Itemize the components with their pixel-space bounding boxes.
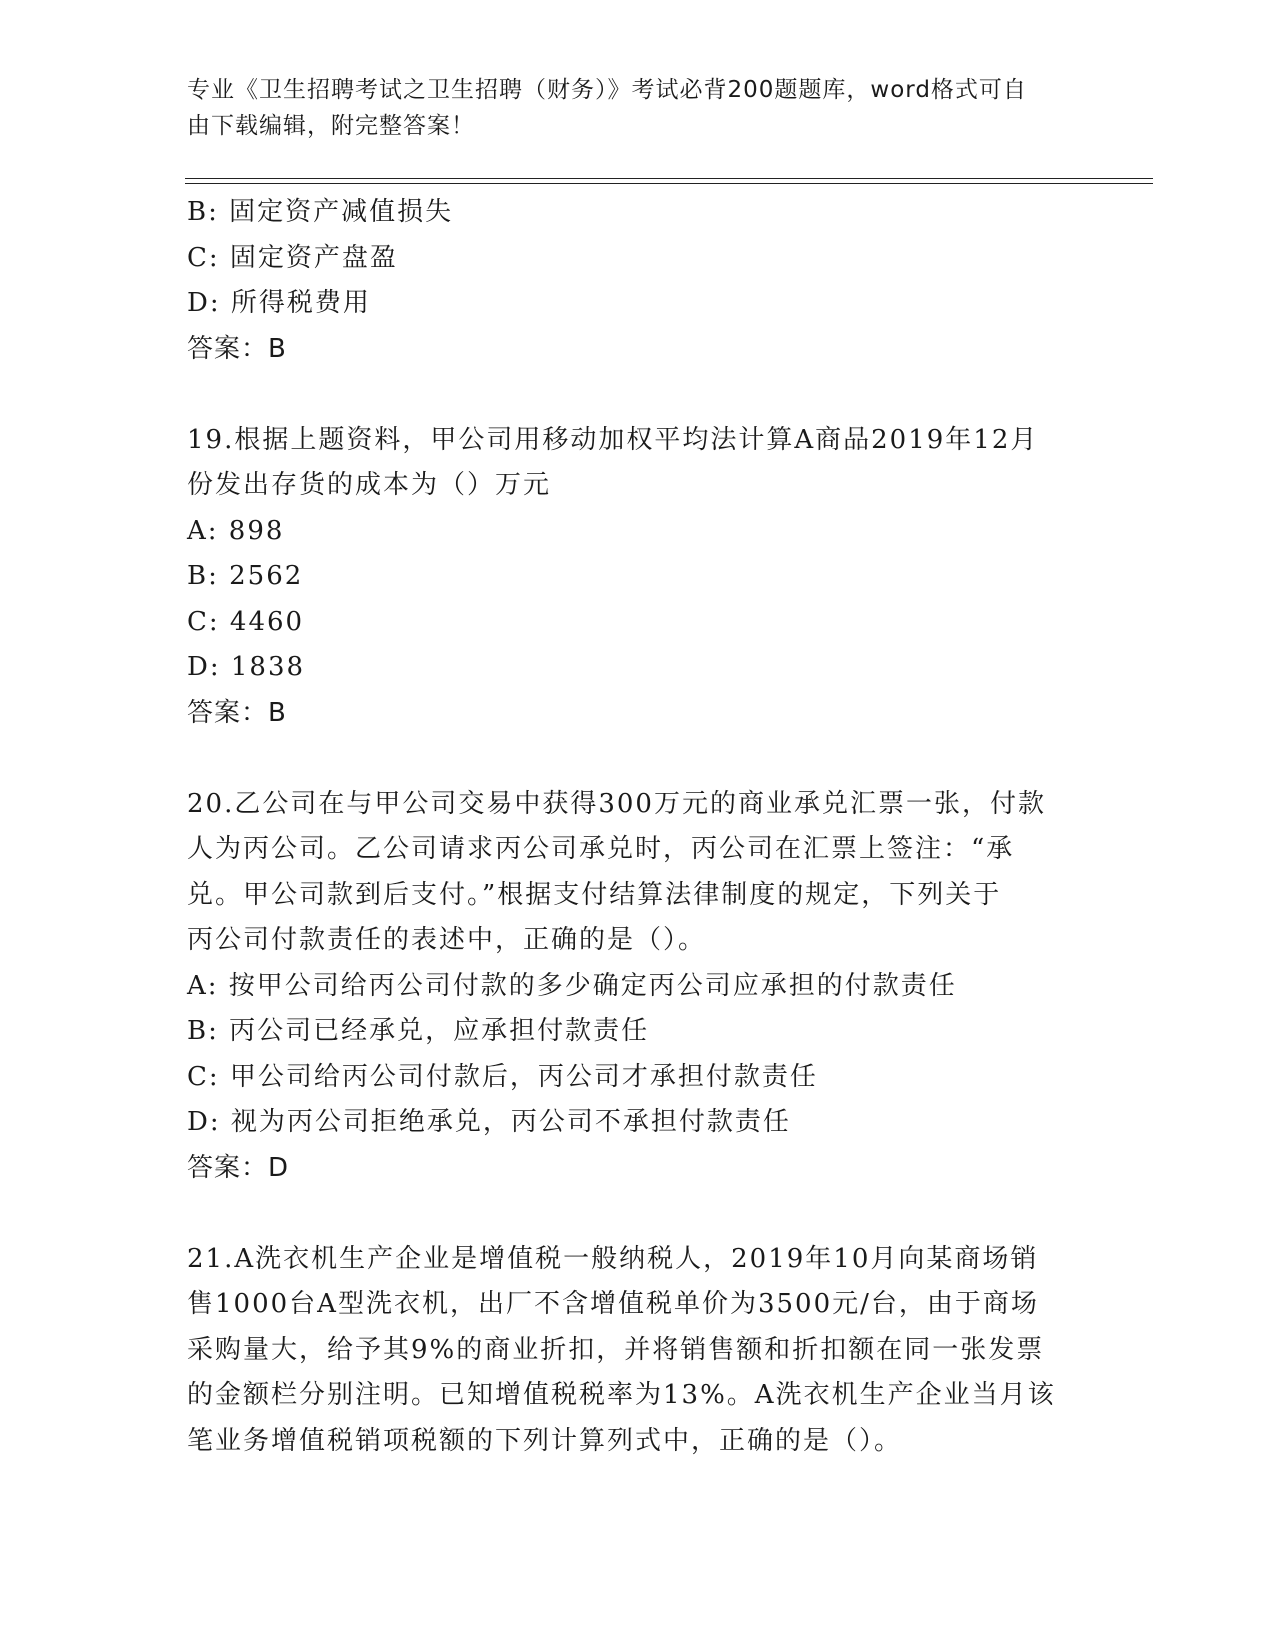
question-21 <box>187 1237 1087 1465</box>
q19-option-a: A: 898 <box>187 515 285 546</box>
question-18-tail <box>187 190 1087 372</box>
q21-stem-line-4: 的金额栏分别注明。已知增值税税率为13%。A洗衣机生产企业当月该 <box>187 1380 1056 1410</box>
q18-answer: 答案：B <box>187 333 287 364</box>
q20-stem-line-1: 20.乙公司在与甲公司交易中获得300万元的商业承兑汇票一张，付款 <box>187 788 1046 819</box>
q20-stem-line-3: 兑。甲公司款到后支付。”根据支付结算法律制度的规定，下列关于 <box>187 879 1002 910</box>
question-20 <box>187 782 1087 1192</box>
q20-option-c: C: 甲公司给丙公司付款后，丙公司才承担付款责任 <box>187 1061 818 1092</box>
q20-option-b: B: 丙公司已经承兑，应承担付款责任 <box>187 1016 650 1046</box>
q18-option-c: C: 固定资产盘盈 <box>187 242 398 273</box>
spacer <box>187 1191 1087 1237</box>
question-19 <box>187 418 1087 737</box>
q20-answer: 答案：D <box>187 1152 290 1183</box>
document-body <box>187 190 1087 1464</box>
q19-stem-line-1: 19.根据上题资料，甲公司用移动加权平均法计算A商品2019年12月 <box>187 424 1039 455</box>
header-line-2: 由下载编辑，附完整答案！ <box>187 113 475 139</box>
q20-stem-line-2: 人为丙公司。乙公司请求丙公司承兑时，丙公司在汇票上签注：“承 <box>187 834 1015 864</box>
q20-option-d: D: 视为丙公司拒绝承兑，丙公司不承担付款责任 <box>187 1107 791 1137</box>
q19-option-b: B: 2562 <box>187 561 304 591</box>
q19-option-d: D: 1838 <box>187 652 306 682</box>
header-rule-top <box>185 178 1153 179</box>
q18-option-b: B: 固定资产减值损失 <box>187 197 454 227</box>
q21-stem-line-3: 采购量大，给予其9%的商业折扣，并将销售额和折扣额在同一张发票 <box>187 1334 1045 1365</box>
q21-stem-line-2: 售1000台A型洗衣机，出厂不含增值税单价为3500元/台，由于商场 <box>187 1289 1039 1319</box>
q21-stem-line-1: 21.A洗衣机生产企业是增值税一般纳税人，2019年10月向某商场销 <box>187 1243 1039 1274</box>
q19-stem-line-2: 份发出存货的成本为（）万元 <box>187 470 552 500</box>
header-rule-bottom <box>185 183 1153 184</box>
spacer <box>187 736 1087 782</box>
q21-stem-line-5: 笔业务增值税销项税额的下列计算列式中，正确的是（）。 <box>187 1425 903 1456</box>
q19-option-c: C: 4460 <box>187 606 305 637</box>
q18-option-d: D: 所得税费用 <box>187 288 371 318</box>
q19-answer: 答案：B <box>187 697 287 728</box>
page-header <box>187 72 1067 144</box>
q20-option-a: A: 按甲公司给丙公司付款的多少确定丙公司应承担的付款责任 <box>187 970 957 1001</box>
header-line-1: 专业《卫生招聘考试之卫生招聘（财务）》考试必背200题题库，word格式可自 <box>187 77 1027 103</box>
spacer <box>187 372 1087 418</box>
q20-stem-line-4: 丙公司付款责任的表述中，正确的是（）。 <box>187 925 707 955</box>
